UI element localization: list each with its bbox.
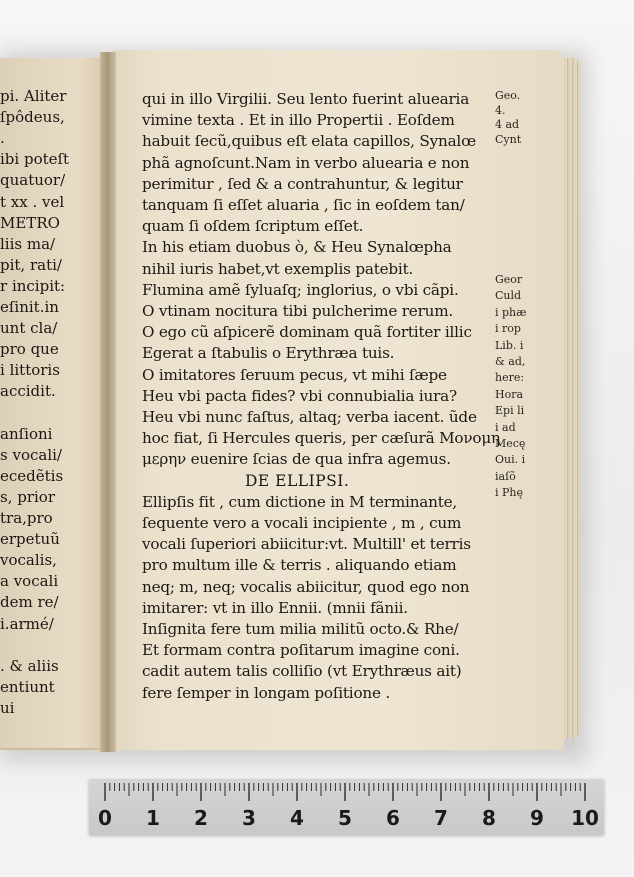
margin-note: Geor bbox=[495, 273, 523, 286]
text-line: phã agnoſcunt.Nam in verbo aluearia e non bbox=[142, 153, 470, 172]
margin-note: 4 ad bbox=[495, 118, 520, 131]
text-line: habuit ſecũ,quibus eſt elata capillos, Synalœ bbox=[142, 132, 476, 151]
text-line: In his etiam duobus ò, & Heu Synalœpha bbox=[142, 238, 452, 257]
margin-note: Culd bbox=[495, 289, 522, 303]
left-page-line: r incipit: bbox=[0, 276, 66, 295]
margin-note: i Phę bbox=[495, 486, 524, 500]
text-line: O vtinam nocitura tibi pulcherime rerum. bbox=[142, 302, 454, 320]
left-page-line: erpetuũ bbox=[0, 530, 60, 549]
text-line: neq; m, neq; vocalis abiicitur, quod ego non bbox=[142, 577, 470, 596]
ruler-number: 2 bbox=[194, 806, 208, 830]
measuring-ruler bbox=[89, 779, 604, 835]
left-page-line: s, prior bbox=[0, 487, 56, 506]
left-page-line: t xx . vel bbox=[0, 192, 65, 211]
left-page-line: i littoris bbox=[0, 361, 60, 380]
text-line: hoc fiat, ſi Hercules queris, per cæſurã Μονομη bbox=[142, 429, 500, 448]
margin-note: i ad bbox=[495, 420, 516, 434]
left-page-line: ecedẽtis bbox=[0, 466, 64, 485]
ruler-number: 6 bbox=[386, 806, 400, 830]
text-line: qui in illo Virgilii. Seu lento fuerint aluearia bbox=[142, 90, 470, 108]
left-page-line: quatuor/ bbox=[0, 171, 66, 190]
text-line: μερην euenire ſcias de qua infra agemus. bbox=[142, 450, 451, 469]
text-line: imitarer: vt in illo Ennii. (mnii fãnii. bbox=[142, 598, 408, 617]
ruler-number: 3 bbox=[242, 806, 256, 830]
margin-note: Lib. i bbox=[495, 338, 524, 352]
ruler-number: 8 bbox=[482, 806, 496, 830]
text-line: Ellipſis fit , cum dictione in M terminante, bbox=[142, 492, 458, 511]
margin-note: Geo. bbox=[495, 89, 521, 102]
text-line: cadit autem talis colliſio (vt Erythræus ait) bbox=[142, 662, 462, 681]
text-line: quam ſi oſdem ſcriptum eſſet. bbox=[142, 217, 364, 236]
text-line: vocali ſuperiori abiicitur:vt. Multill' et terris bbox=[142, 535, 471, 554]
text-line: pro multum ille & terris . aliquando etiam bbox=[142, 556, 457, 575]
left-page-line: . & aliis bbox=[0, 656, 59, 675]
left-page-line: unt cla/ bbox=[0, 319, 58, 338]
ruler-number: 1 bbox=[146, 806, 160, 830]
left-page-line: s vocali/ bbox=[0, 445, 62, 464]
left-page-line: tra,pro bbox=[0, 509, 53, 527]
left-page-line: anſioni bbox=[0, 424, 53, 443]
left-page-line: a vocali bbox=[0, 572, 59, 591]
margin-note: here: bbox=[495, 371, 525, 385]
text-line: Heu vbi nunc faſtus, altaq; verba iacent. ũde bbox=[142, 408, 477, 426]
right-page bbox=[112, 50, 564, 750]
left-page-line: METRO bbox=[0, 213, 60, 232]
left-page-line: eſinit.in bbox=[0, 298, 59, 316]
left-page-line: accidit. bbox=[0, 382, 56, 401]
margin-note: Oui. i bbox=[495, 453, 526, 467]
left-page-line: liis ma/ bbox=[0, 234, 56, 253]
text-line: Flumina amẽ ſyluaſq; inglorius, o vbi cãpi. bbox=[142, 280, 459, 299]
text-line: perimitur , ſed & a contrahuntur, & legitur bbox=[142, 174, 463, 193]
text-line: Inſignita fere tum milia militũ octo.& Rhe/ bbox=[142, 620, 459, 638]
margin-note: & ad, bbox=[495, 355, 526, 368]
ruler-number: 10 bbox=[571, 806, 599, 830]
margin-note: iaſõ bbox=[495, 469, 516, 483]
left-page-line: ui bbox=[0, 698, 15, 717]
text-line: O ego cũ aſpicerẽ dominam quã fortiter illic bbox=[142, 323, 472, 342]
margin-note: Cynt bbox=[495, 132, 522, 146]
text-line: Et formam contra poſitarum imagine coni. bbox=[142, 641, 460, 660]
text-line: O imitatores ſeruum pecus, vt mihi ſæpe bbox=[142, 365, 447, 384]
book-gutter bbox=[100, 52, 116, 752]
margin-note: i phæ bbox=[495, 305, 527, 319]
ruler-number: 7 bbox=[434, 806, 448, 830]
left-page bbox=[0, 58, 108, 750]
left-page-line: pro que bbox=[0, 340, 59, 359]
text-line: vimine texta . Et in illo Propertii . Eoſdem bbox=[142, 111, 455, 130]
text-line: ſequente vero a vocali incipiente , m , cum bbox=[142, 514, 462, 532]
left-page-line: vocalis, bbox=[0, 551, 57, 570]
text-line: nihil iuris habet,vt exemplis patebit. bbox=[142, 259, 414, 278]
left-page-line: ibi poteſt bbox=[0, 150, 70, 169]
margin-note: i rop bbox=[495, 322, 521, 336]
ruler-number: 0 bbox=[98, 806, 112, 830]
left-page-line: pi. Aliter bbox=[0, 87, 67, 105]
left-page-line: ſpôdeus, bbox=[0, 108, 65, 127]
section-heading: DE ELLIPSI. bbox=[245, 471, 350, 490]
text-line: tanquam ſi eſſet aluaria , ſic in eoſdem tan/ bbox=[142, 196, 465, 214]
margin-note: Hora bbox=[495, 387, 524, 401]
left-page-line: entiunt bbox=[0, 677, 55, 696]
text-line: Heu vbi pacta fides? vbi connubialia iura? bbox=[142, 386, 457, 405]
margin-note: Epi li bbox=[495, 404, 525, 418]
margin-note: Mecę bbox=[495, 437, 526, 450]
left-page-line: i.armé/ bbox=[0, 614, 54, 633]
left-page-line: pit, rati/ bbox=[0, 255, 62, 274]
text-line: fere ſemper in longam poſitione . bbox=[142, 683, 391, 702]
ruler-number: 9 bbox=[530, 806, 544, 830]
ruler-number: 5 bbox=[338, 806, 352, 830]
left-page-line: dem re/ bbox=[0, 593, 59, 612]
text-line: Egerat a ſtabulis o Erythræa tuis. bbox=[142, 344, 395, 363]
left-page-line: . bbox=[0, 129, 5, 148]
margin-note: 4. bbox=[495, 103, 506, 117]
ruler-number: 4 bbox=[290, 806, 304, 830]
